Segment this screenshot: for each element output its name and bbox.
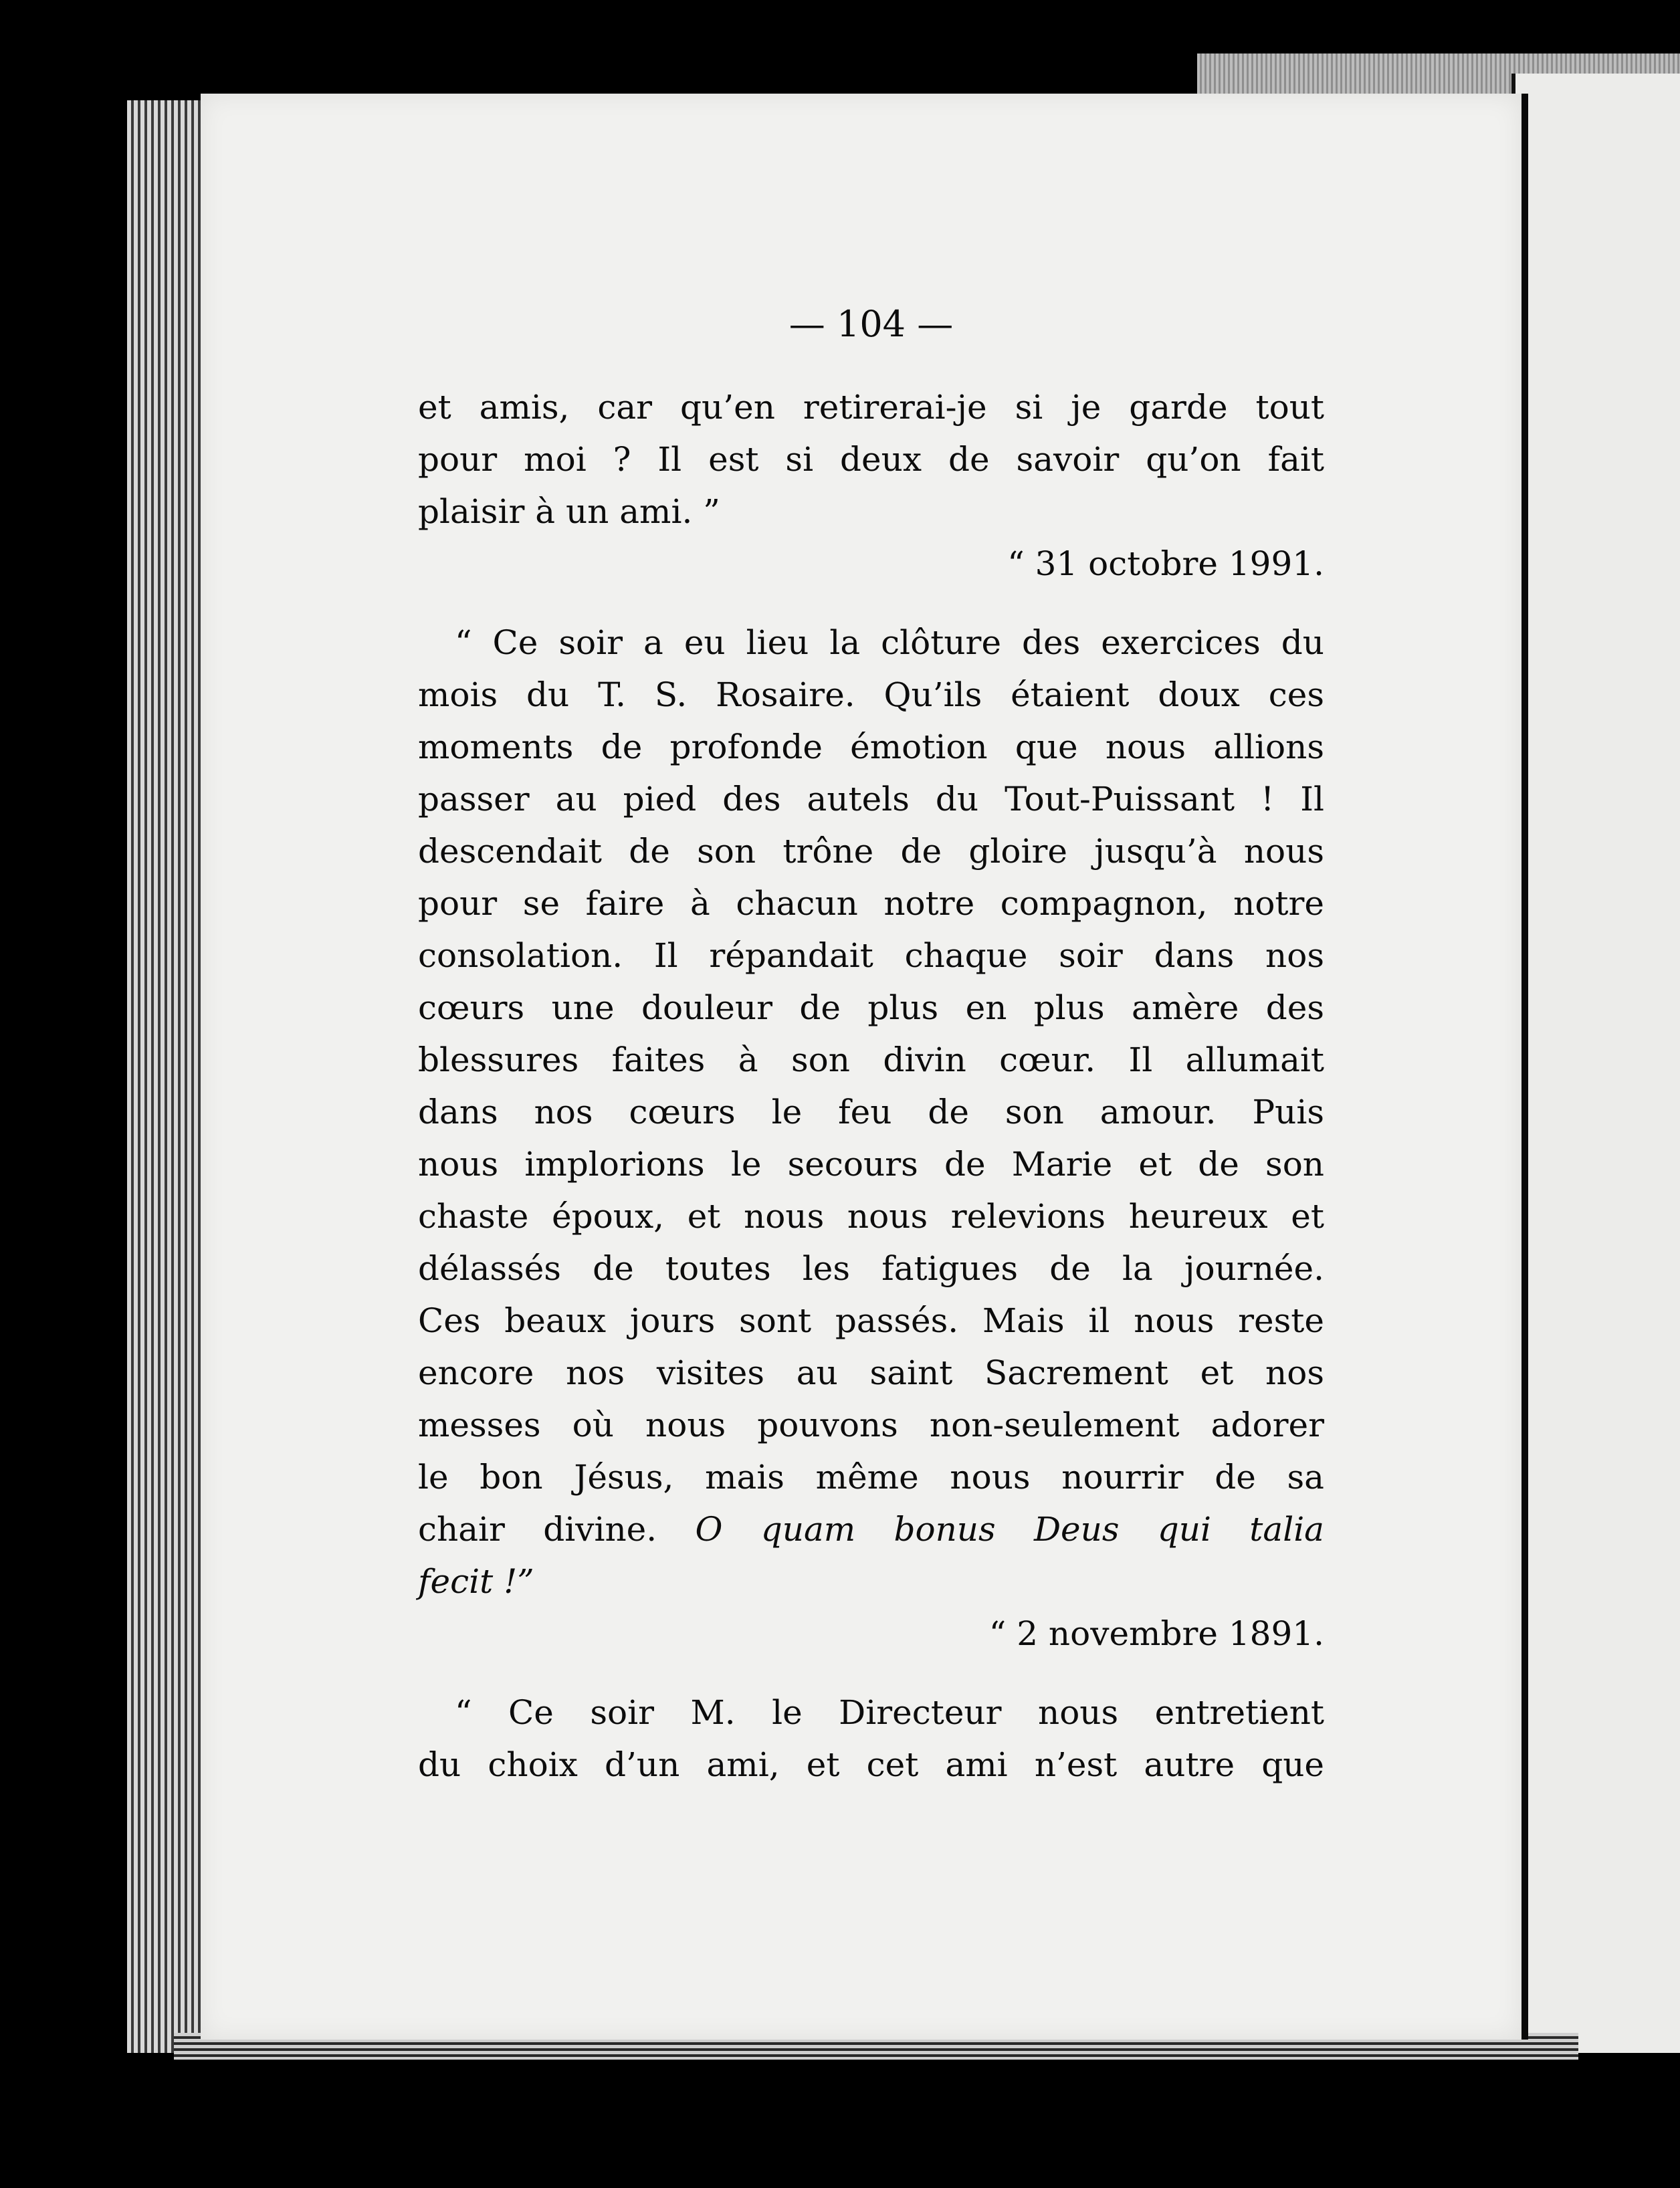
text-line: le bon Jésus, mais même nous nourrir de sa	[418, 1458, 1324, 1497]
text-line: pour moi ? Il est si deux de savoir qu’on fait	[418, 440, 1324, 479]
latin-quote: O quam bonus Deus qui talia	[695, 1510, 1324, 1549]
text-line: nous implorions le secours de Marie et de son	[418, 1145, 1324, 1184]
text-line: mois du T. S. Rosaire. Qu’ils étaient doux ces	[418, 675, 1324, 714]
latin-line	[418, 1503, 1324, 1555]
diary-entry-november	[418, 1686, 1324, 1791]
text-line: encore nos visites au saint Sacrement et nos	[418, 1353, 1324, 1392]
text-line: messes où nous pouvons non-seulement adorer	[418, 1406, 1324, 1444]
text-line: délassés de toutes les fatigues de la journée.	[418, 1249, 1324, 1288]
latin-quote-end: fecit !”	[418, 1562, 534, 1601]
text-line: “ Ce soir a eu lieu la clôture des exercices du	[455, 623, 1324, 662]
diary-date: “ 2 novembre 1891.	[988, 1614, 1324, 1653]
text-line: passer au pied des autels du Tout-Puissant ! Il	[418, 780, 1324, 818]
text-line: chaste époux, et nous nous relevions heureux et	[418, 1197, 1324, 1236]
facing-page-edge	[1511, 74, 1680, 2053]
text-line: dans nos cœurs le feu de son amour. Puis	[418, 1093, 1324, 1131]
text-line: consolation. Il répandait chaque soir dans nos	[418, 936, 1324, 975]
text-line: et amis, car qu’en retirerai-je si je garde tout	[418, 388, 1324, 427]
text-line: pour se faire à chacun notre compagnon, notre	[418, 884, 1324, 923]
paragraph-continuation	[418, 381, 1324, 538]
text-line: plaisir à un ami. ”	[418, 492, 720, 531]
page-number: — 104 —	[789, 303, 954, 345]
diary-entry-october	[418, 617, 1324, 1608]
text-line: du choix d’un ami, et cet ami n’est autre que	[418, 1745, 1324, 1784]
diary-date: “ 31 octobre 1991.	[1007, 544, 1324, 583]
text-line: cœurs une douleur de plus en plus amère des	[418, 988, 1324, 1027]
page-text	[418, 294, 1324, 1791]
text-line: descendait de son trône de gloire jusqu’à nous	[418, 832, 1324, 871]
text-line: moments de profonde émotion que nous allions	[418, 728, 1324, 766]
text-plain: chair divine.	[418, 1510, 657, 1549]
text-line: blessures faites à son divin cœur. Il allumait	[418, 1041, 1324, 1079]
text-line: Ces beaux jours sont passés. Mais il nous reste	[418, 1301, 1324, 1340]
text-line: “ Ce soir M. le Directeur nous entretient	[455, 1693, 1324, 1732]
